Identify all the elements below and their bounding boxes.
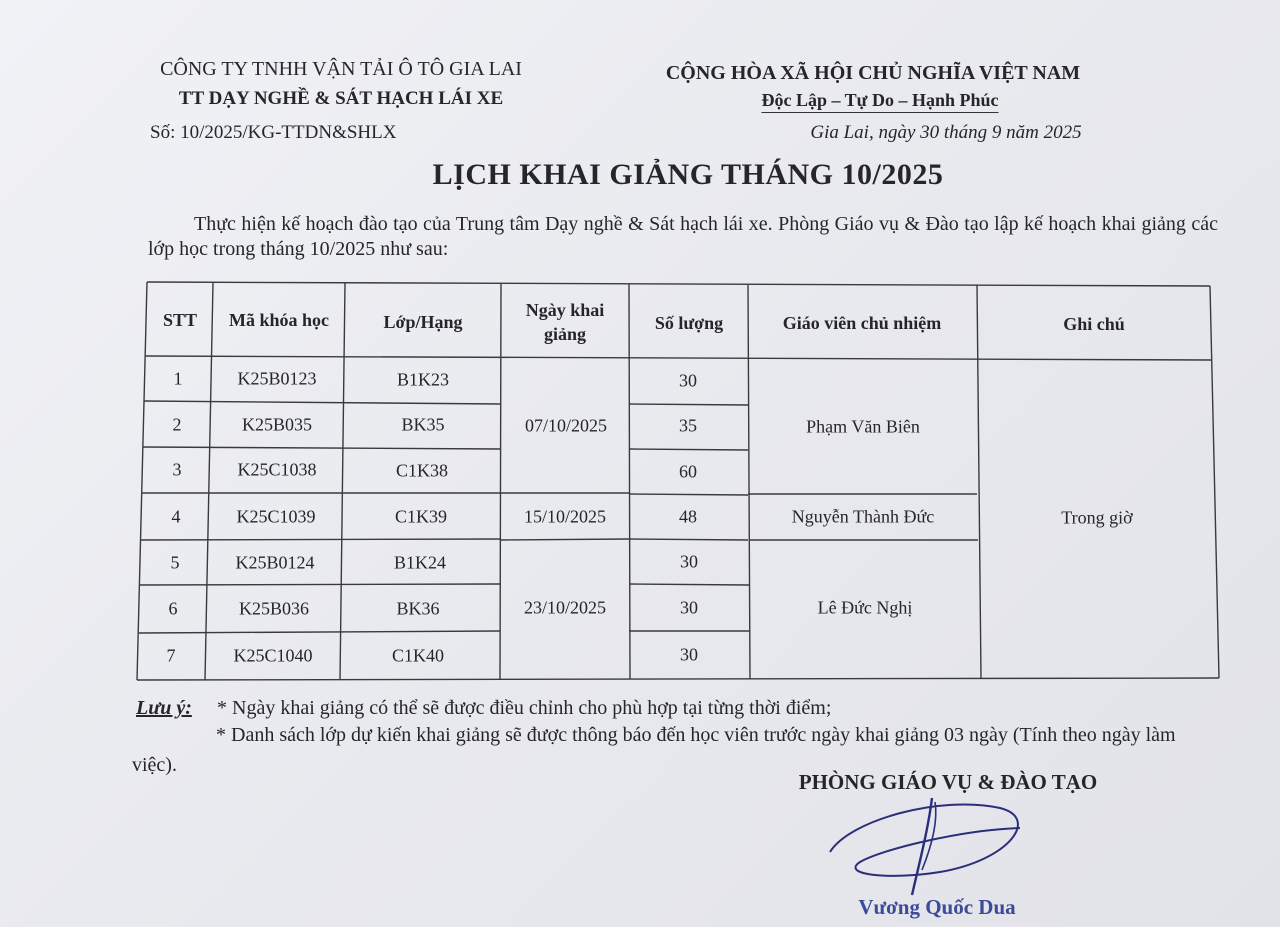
row-3-code: K25C1038: [237, 459, 317, 480]
row-4-code: K25C1039: [236, 506, 316, 527]
start-date-group-1: 07/10/2025: [524, 415, 608, 436]
signer-name: Vương Quốc Dua: [858, 895, 1016, 919]
row-6-class: BK36: [396, 598, 440, 619]
row-4-stt: 4: [171, 506, 181, 527]
handwritten-signature: [820, 790, 1040, 900]
note-line-2: * Danh sách lớp dự kiến khai giảng sẽ được thông báo đến học viên trước ngày khai giảng 03 ngày (Tính theo ngày làm việc).: [132, 724, 1176, 776]
row-1-quantity: 30: [679, 370, 697, 391]
notes-label: Lưu ý:: [136, 697, 192, 719]
teacher-group-3: Lê Đức Nghị: [817, 597, 913, 618]
teacher-group-2: Nguyễn Thành Đức: [791, 506, 935, 527]
row-2-quantity: 35: [679, 415, 697, 436]
header-teacher: Giáo viên chủ nhiệm: [782, 313, 942, 333]
teacher-group-1: Phạm Văn Biên: [806, 416, 920, 437]
row-4-class: C1K39: [394, 506, 448, 527]
row-6-code: K25B036: [238, 598, 310, 619]
row-2-code: K25B035: [241, 414, 313, 435]
row-7-class: C1K40: [391, 645, 445, 666]
row-2-class: BK35: [401, 414, 445, 435]
note-line-1: * Ngày khai giảng có thể sẽ được điều chỉnh cho phù hợp tại từng thời điểm;: [217, 697, 832, 719]
page-title: LỊCH KHAI GIẢNG THÁNG 10/2025: [432, 158, 944, 191]
start-date-group-3: 23/10/2025: [523, 597, 607, 618]
row-5-quantity: 30: [680, 551, 698, 572]
row-5-code: K25B0124: [235, 552, 315, 573]
row-7-quantity: 30: [680, 644, 698, 665]
training-center-name: TT DẠY NGHỀ & SÁT HẠCH LÁI XE: [178, 88, 504, 109]
national-motto: Độc Lập – Tự Do – Hạnh Phúc: [761, 90, 998, 113]
row-7-code: K25C1040: [233, 645, 313, 666]
row-1-class: B1K23: [396, 369, 450, 390]
row-5-class: B1K24: [393, 552, 447, 573]
header-class: Lớp/Hạng: [383, 312, 463, 332]
signing-department: PHÒNG GIÁO VỤ & ĐÀO TẠO: [798, 770, 1098, 794]
row-7-stt: 7: [166, 645, 176, 666]
issue-date: Gia Lai, ngày 30 tháng 9 năm 2025: [810, 122, 1082, 143]
row-2-stt: 2: [172, 414, 182, 435]
start-date-group-2: 15/10/2025: [523, 506, 607, 527]
document-number: Số: 10/2025/KG-TTDN&SHLX: [150, 122, 397, 143]
header-note: Ghi chú: [1063, 314, 1125, 334]
header-start-date: Ngày khai giảng: [525, 300, 605, 344]
row-3-stt: 3: [172, 459, 182, 480]
row-4-quantity: 48: [679, 506, 697, 527]
header-course-code: Mã khóa học: [228, 310, 329, 330]
note-cell: Trong giờ: [1061, 507, 1133, 528]
row-6-stt: 6: [168, 598, 178, 619]
company-name: CÔNG TY TNHH VẬN TẢI Ô TÔ GIA LAI: [160, 58, 522, 80]
header-stt: STT: [162, 310, 198, 330]
header-quantity: Số lượng: [654, 313, 724, 333]
row-5-stt: 5: [170, 552, 180, 573]
row-1-stt: 1: [173, 368, 183, 389]
country-name: CỘNG HÒA XÃ HỘI CHỦ NGHĨA VIỆT NAM: [665, 62, 1081, 84]
row-6-quantity: 30: [680, 597, 698, 618]
intro-paragraph: Thực hiện kế hoạch đào tạo của Trung tâm Dạy nghề & Sát hạch lái xe. Phòng Giáo vụ & Đào tạo lập kế hoạch khai giảng các lớp học trong tháng 10/2025 như sau:: [148, 213, 1218, 260]
row-3-quantity: 60: [679, 461, 697, 482]
row-3-class: C1K38: [395, 460, 449, 481]
row-1-code: K25B0123: [237, 368, 317, 389]
